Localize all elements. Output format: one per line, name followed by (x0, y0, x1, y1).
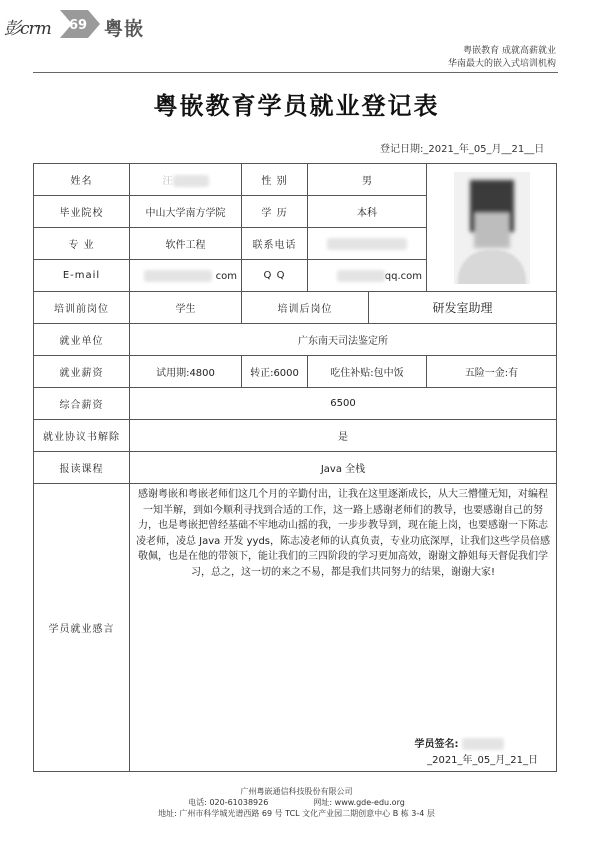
footer-company: 广州粤嵌通信科技股份有限公司 (240, 787, 353, 796)
footer-address: 地址: 广州市科学城光谱西路 69 号 TCL 文化产业园二期创意中心 B 栋 3-4 层 (158, 809, 435, 818)
footer (0, 786, 593, 819)
phone-label: 联系电话 (242, 228, 308, 260)
student-sign-redaction (462, 738, 504, 750)
student-signature-line (134, 737, 552, 753)
footer-contact (0, 797, 593, 808)
student-photo (454, 172, 530, 284)
row-position (34, 292, 557, 324)
course-value: Java 全栈 (130, 452, 557, 484)
total-salary-value: 6500 (130, 388, 557, 420)
name-redaction (173, 175, 209, 187)
page-title: 粤嵌教育学员就业登记表 (153, 92, 440, 120)
school-value: 中山大学南方学院 (130, 196, 242, 228)
register-date-value: _2021_年_05_月__21__日 (423, 144, 545, 155)
degree-label: 学 历 (242, 196, 308, 228)
row-agreement (34, 420, 557, 452)
name-value: 汪 (130, 164, 242, 196)
phone-value (308, 228, 427, 260)
row-total-salary (34, 388, 557, 420)
slogan-line-2: 华南最大的嵌入式培训机构 (447, 59, 556, 69)
row-course (34, 452, 557, 484)
email-value: com (130, 260, 242, 292)
brand-name: 粤嵌 (104, 18, 145, 40)
logo-icon (56, 6, 102, 42)
registration-form (33, 163, 557, 772)
register-date (380, 140, 544, 155)
qq-value: qq.com (308, 260, 427, 292)
total-salary-label: 综合薪资 (34, 388, 130, 420)
row-salary (34, 356, 557, 388)
salary-regular: 转正:6000 (242, 356, 308, 388)
row-employer (34, 324, 557, 356)
gender-value: 男 (308, 164, 427, 196)
agreement-value: 是 (130, 420, 557, 452)
salary-insurance: 五险一金:有 (427, 356, 557, 388)
row-name (34, 164, 557, 196)
degree-value: 本科 (308, 196, 427, 228)
signature-scrawl: 彭crm (4, 19, 51, 39)
name-label: 姓名 (34, 164, 130, 196)
company-logo (56, 6, 102, 46)
course-label: 报读课程 (34, 452, 130, 484)
slogan-line-1: 粤嵌教育 成就高薪就业 (463, 46, 556, 56)
email-redaction (144, 270, 212, 282)
salary-label: 就业薪资 (34, 356, 130, 388)
pre-position-label: 培训前岗位 (34, 292, 130, 324)
agreement-label: 就业协议书解除 (34, 420, 130, 452)
remarks-label: 学员就业感言 (34, 484, 130, 772)
student-sign-label: 学员签名: (414, 739, 459, 750)
gender-label: 性 别 (242, 164, 308, 196)
register-date-label: 登记日期: (380, 144, 424, 155)
major-value: 软件工程 (130, 228, 242, 260)
slogan (380, 45, 556, 71)
salary-trial: 试用期:4800 (130, 356, 242, 388)
salary-meal: 吃住补贴:包中饭 (308, 356, 427, 388)
qq-label: Q Q (242, 260, 308, 292)
qq-redaction (337, 270, 385, 282)
employer-label: 就业单位 (34, 324, 130, 356)
school-label: 毕业院校 (34, 196, 130, 228)
employer-value: 广东南天司法鉴定所 (130, 324, 557, 356)
remarks-text: 感谢粤嵌和粤嵌老师们这几个月的辛勤付出，让我在这里逐渐成长，从大三懵懂无知，对编程一知半解，到如今顺利寻找到合适的工作，这一路上感谢老师们的教导，也要感谢自己的努力，也是粤嵌把曾经基础不牢地动山摇的我，一步步教导到，现在能上岗，也要感谢一下陈志凌老师，凌总 Java 开发 yyds，陈志凌老师的认真负责，专业功底深厚，让我们这些学员倍感敬佩，也是在他的带领下，能让我们的三四阶段的学习更加高效，谢谢文静姐每天督促我们学习，总之，这一切的来之不易，都是我们共同努力的结果，谢谢大家! (135, 489, 551, 578)
major-label: 专 业 (34, 228, 130, 260)
phone-redaction (327, 238, 407, 250)
photo-cell (427, 164, 557, 292)
row-remarks (34, 484, 557, 772)
pre-position-value: 学生 (130, 292, 242, 324)
post-position-value: 研发室助理 (369, 292, 557, 324)
logo-glyph: 69 (68, 18, 88, 33)
header-rule (33, 72, 558, 73)
post-position-label: 培训后岗位 (242, 292, 369, 324)
student-sign-date: _2021_年_05_月_21_日 (427, 754, 538, 766)
footer-website: 网址: www.gde-edu.org (313, 798, 405, 807)
email-label: E-mail (34, 260, 130, 292)
remarks-cell (130, 484, 557, 772)
footer-phone: 电话: 020-61038926 (188, 798, 269, 807)
